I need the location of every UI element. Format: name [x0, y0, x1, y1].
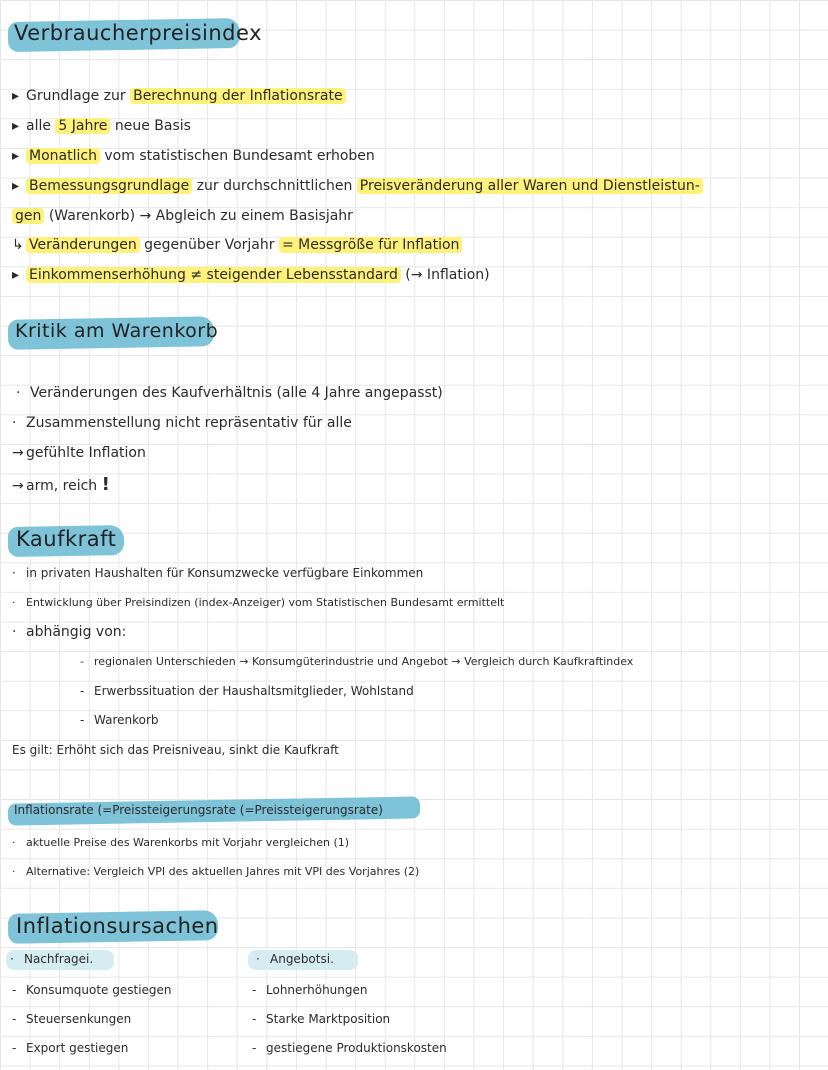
kaufkraft-line-3: · abhängig von: [12, 624, 127, 640]
triangle-bullet-icon: ▸ [12, 267, 20, 283]
kritik-line-4: → arm, reich ! [12, 474, 110, 495]
dash-bullet-icon: - [12, 1041, 17, 1055]
triangle-bullet-icon: ▸ [12, 148, 20, 164]
dot-bullet-icon: · [12, 415, 17, 431]
angebot-item-1: - Lohnerhöhungen [252, 983, 368, 997]
heading-kritik-am-warenkorb: Kritik am Warenkorb [15, 320, 219, 342]
dot-bullet-icon: · [12, 865, 16, 878]
kaufkraft-sub-3: - Warenkorb [80, 713, 159, 727]
exclamation-mark: ! [101, 474, 110, 495]
dash-bullet-icon: - [252, 1041, 257, 1055]
arrow-right-icon: → [12, 445, 24, 461]
vpi-line-5: gen (Warenkorb) → Abgleich zu einem Basisjahr [12, 208, 353, 224]
dot-bullet-icon: · [10, 952, 14, 966]
dash-bullet-icon: - [80, 713, 85, 727]
dot-bullet-icon: · [12, 596, 16, 609]
kritik-line-1: · Veränderungen des Kaufverhältnis (alle 4 Jahre angepasst) [16, 385, 443, 401]
triangle-bullet-icon: ▸ [12, 118, 20, 134]
kaufkraft-rule: Es gilt: Erhöht sich das Preisniveau, sinkt die Kaufkraft [12, 743, 339, 757]
vpi-line-7: ▸ Einkommenserhöhung ≠ steigender Lebensstandard (→ Inflation) [12, 267, 490, 283]
dot-bullet-icon: · [16, 385, 21, 401]
dash-bullet-icon: - [80, 655, 84, 668]
dot-bullet-icon: · [12, 836, 16, 849]
dot-bullet-icon: · [12, 624, 17, 640]
vpi-line-3: ▸ Monatlich vom statistischen Bundesamt erhoben [12, 148, 375, 164]
vpi-line-4: ▸ Bemessungsgrundlage zur durchschnittlichen Preisveränderung aller Waren und Dienstleistun- [12, 178, 703, 194]
vpi-line-6: ↳ Veränderungen gegenüber Vorjahr = Messgröße für Inflation [12, 237, 462, 253]
dash-bullet-icon: - [252, 1012, 257, 1026]
arrow-right-icon: → [12, 478, 24, 494]
dash-bullet-icon: - [12, 1012, 17, 1026]
nachfrage-item-1: - Konsumquote gestiegen [12, 983, 172, 997]
kaufkraft-line-2: · Entwicklung über Preisindizen (index-Anzeiger) vom Statistischen Bundesamt ermittelt [12, 596, 505, 609]
kritik-line-2: · Zusammenstellung nicht repräsentativ für alle [12, 415, 352, 431]
kaufkraft-sub-1: - regionalen Unterschieden → Konsumgüterindustrie und Angebot → Vergleich durch Kaufkraftindex [80, 655, 634, 668]
triangle-bullet-icon: ▸ [12, 88, 20, 104]
kaufkraft-line-1: · in privaten Haushalten für Konsumzwecke verfügbare Einkommen [12, 566, 424, 580]
dash-bullet-icon: - [80, 684, 85, 698]
vpi-line-2: ▸ alle 5 Jahre neue Basis [12, 118, 191, 134]
nachfrage-item-2: - Steuersenkungen [12, 1012, 132, 1026]
nachfrage-item-3: - Export gestiegen [12, 1041, 129, 1055]
heading-verbraucherpreisindex: Verbraucherpreisindex [14, 21, 262, 45]
nachfrage-title: · Nachfragei. [10, 952, 94, 966]
triangle-bullet-icon: ▸ [12, 178, 20, 194]
dash-bullet-icon: - [12, 983, 17, 997]
heading-inflationsursachen: Inflationsursachen [16, 914, 219, 938]
dot-bullet-icon: · [12, 566, 16, 580]
kritik-line-3: → gefühlte Inflation [12, 445, 146, 461]
angebot-item-3: - gestiegene Produktionskosten [252, 1041, 447, 1055]
inflationsrate-line-2: · Alternative: Vergleich VPI des aktuellen Jahres mit VPI des Vorjahres (2) [12, 865, 420, 878]
return-arrow-icon: ↳ [12, 237, 24, 253]
heading-kaufkraft: Kaufkraft [16, 527, 117, 551]
angebot-item-2: - Starke Marktposition [252, 1012, 391, 1026]
kaufkraft-sub-2: - Erwerbssituation der Haushaltsmitglieder, Wohlstand [80, 684, 414, 698]
vpi-line-1: ▸ Grundlage zur Berechnung der Inflationsrate [12, 88, 346, 104]
dash-bullet-icon: - [252, 983, 257, 997]
dot-bullet-icon: · [256, 952, 260, 966]
angebot-title: · Angebotsi. [256, 952, 334, 966]
inflationsrate-line-1: · aktuelle Preise des Warenkorbs mit Vorjahr vergleichen (1) [12, 836, 350, 849]
heading-inflationsrate: Inflationsrate (=Preissteigerungsrate (=Preissteigerungsrate) [14, 803, 383, 817]
